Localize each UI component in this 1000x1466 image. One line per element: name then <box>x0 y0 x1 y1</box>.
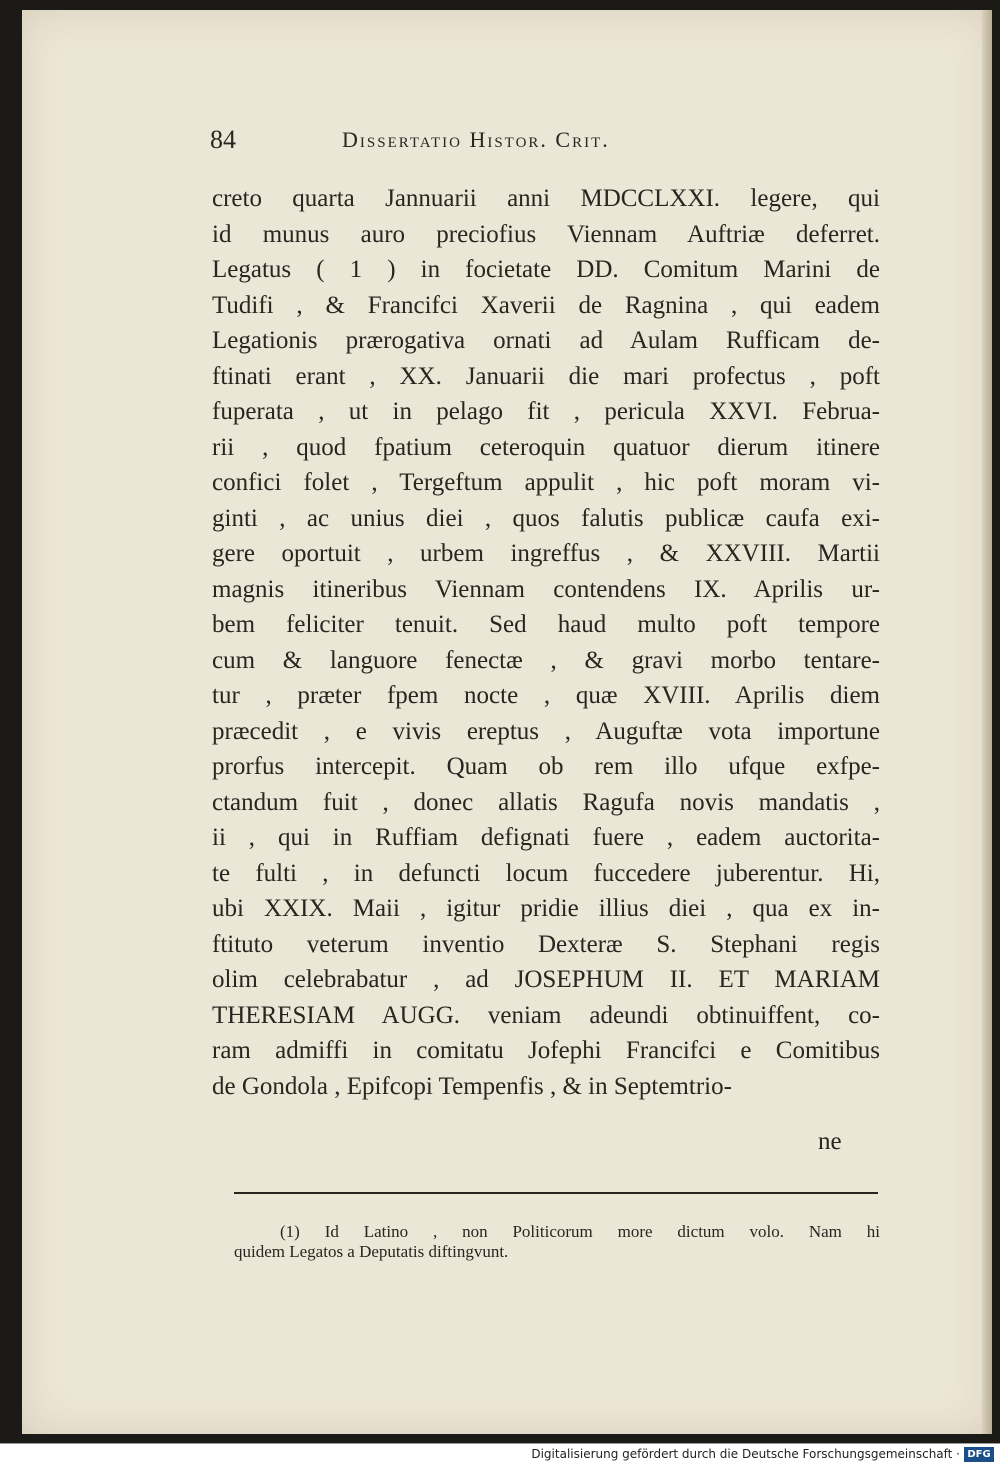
text-line: gere oportuit , urbem ingreffus , & XXVIII. Martii <box>212 540 880 567</box>
text-line: fuperata , ut in pelago fit , pericula XXVI. Februa- <box>212 398 880 425</box>
text-line: ftinati erant , XX. Januarii die mari profectus , poft <box>212 362 880 390</box>
text-line: olim celebrabatur , ad JOSEPHUM II. ET MARIAM <box>212 966 880 993</box>
digitization-footer <box>0 1443 1000 1466</box>
page-edge <box>982 10 992 1434</box>
text-line: Tudifi , & Francifci Xaverii de Ragnina , qui eadem <box>212 291 880 319</box>
footnote-line: (1) Id Latino , non Politicorum more dictum volo. Nam hi <box>280 1222 880 1241</box>
page-header <box>210 125 750 165</box>
funding-credit: Digitalisierung gefördert durch die Deutsche Forschungsgemeinschaft · <box>531 1447 960 1461</box>
catchword: ne <box>818 1128 842 1155</box>
text-line: cum & languore fenectæ , & gravi morbo tentare- <box>212 646 880 674</box>
footnote-line: quidem Legatos a Deputatis diftingvunt. <box>234 1242 509 1261</box>
text-line: ii , qui in Ruffiam defignati fuere , eadem auctorita- <box>212 824 880 851</box>
main-text <box>212 181 880 1104</box>
text-line: creto quarta Jannuarii anni MDCCLXXI. legere, qui <box>212 185 880 212</box>
text-line: ftituto veterum inventio Dexteræ S. Stephani regis <box>212 930 880 958</box>
text-line: rii , quod fpatium ceteroquin quatuor dierum itinere <box>212 433 880 461</box>
text-line: ginti , ac unius diei , quos falutis publicæ caufa exi- <box>212 504 880 532</box>
text-line: ram admiffi in comitatu Jofephi Francifci e Comitibus <box>212 1037 880 1064</box>
text-line: Legationis prærogativa ornati ad Aulam Rufficam de- <box>212 327 880 354</box>
text-line: tur , præter fpem nocte , quæ XVIII. Aprilis diem <box>212 682 880 709</box>
text-line: THERESIAM AUGG. veniam adeundi obtinuiffent, co- <box>212 1001 880 1029</box>
text-line: te fulti , in defuncti locum fuccedere juberentur. Hi, <box>212 859 880 887</box>
text-line: magnis itineribus Viennam contendens IX. Aprilis ur- <box>212 575 880 603</box>
text-line: prorfus intercepit. Quam ob rem illo ufque exfpe- <box>212 753 880 780</box>
footnote <box>234 1222 880 1262</box>
text-line: ubi XXIX. Maii , igitur pridie illius diei , qua ex in- <box>212 895 880 922</box>
text-line: bem feliciter tenuit. Sed haud multo poft tempore <box>212 611 880 638</box>
dfg-logo: DFG <box>964 1447 994 1462</box>
text-line: Legatus ( 1 ) in focietate DD. Comitum Marini de <box>212 256 880 283</box>
text-line: de Gondola , Epifcopi Tempenfis , & in Septemtrio- <box>212 1072 732 1100</box>
text-line: ctandum fuit , donec allatis Ragufa novis mandatis , <box>212 788 880 816</box>
text-line: confici folet , Tergeftum appulit , hic poft moram vi- <box>212 469 880 496</box>
running-head: Dissertatio Histor. Crit. <box>342 127 610 152</box>
page-number: 84 <box>210 125 236 154</box>
text-line: præcedit , e vivis ereptus , Auguftæ vota importune <box>212 717 880 745</box>
text-line: id munus auro preciofius Viennam Auftriæ deferret. <box>212 220 880 248</box>
footnote-rule <box>234 1192 878 1194</box>
